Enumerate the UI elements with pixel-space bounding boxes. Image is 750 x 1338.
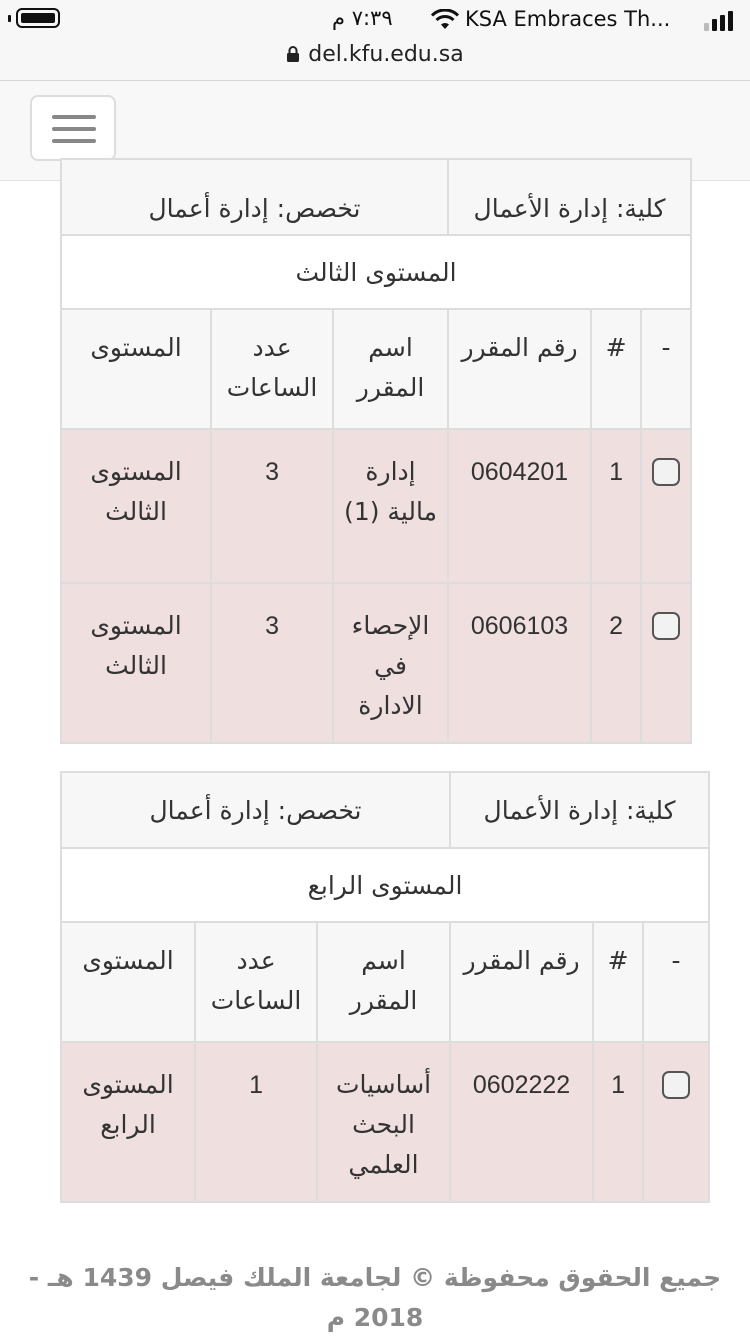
col-header-course-no: رقم المقرر (448, 309, 591, 429)
course-name: الإحصاء في الادارة (333, 583, 448, 743)
col-header-hours: عدد الساعات (195, 922, 317, 1042)
course-level: المستوى الثالث (61, 429, 211, 583)
column-header-row (61, 309, 691, 429)
row-index: 2 (591, 583, 641, 743)
browser-top-bar (0, 0, 750, 81)
course-name: إدارة مالية (1) (333, 429, 448, 583)
col-header-level: المستوى (61, 922, 195, 1042)
col-header-index: # (593, 922, 643, 1042)
course-number: 0604201 (448, 429, 591, 583)
address-bar[interactable] (0, 38, 750, 70)
hamburger-line (52, 115, 96, 119)
course-hours: 3 (211, 429, 333, 583)
col-header-select: - (643, 922, 709, 1042)
hamburger-line (52, 139, 96, 143)
course-hours: 1 (195, 1042, 317, 1202)
major-label: تخصص: إدارة أعمال (149, 795, 362, 825)
col-header-course-name: اسم المقرر (317, 922, 450, 1042)
major-cell (61, 159, 448, 235)
course-name: أساسيات البحث العلمي (317, 1042, 450, 1202)
battery-nub (8, 15, 11, 22)
course-number: 0606103 (448, 583, 591, 743)
row-select-checkbox[interactable] (662, 1071, 690, 1099)
hamburger-line (52, 127, 96, 131)
level-title: المستوى الثالث (295, 257, 457, 287)
row-select-checkbox[interactable] (652, 458, 680, 486)
col-header-level: المستوى (61, 309, 211, 429)
row-index: 1 (591, 429, 641, 583)
major-label: تخصص: إدارة أعمال (148, 193, 361, 223)
footer-copyright: جميع الحقوق محفوظة © لجامعة الملك فيصل 1439 هـ - 2018 م (28, 1263, 722, 1332)
level-title: المستوى الرابع (307, 870, 463, 900)
courses-table-level-4 (60, 771, 710, 1203)
college-label: كلية: إدارة الأعمال (473, 193, 666, 223)
col-header-index: # (591, 309, 641, 429)
college-cell (448, 159, 691, 235)
col-header-course-name: اسم المقرر (333, 309, 448, 429)
select-cell (641, 429, 691, 583)
status-time: ٧:٣٩ م (332, 6, 393, 30)
college-cell (450, 772, 709, 848)
col-header-hours: عدد الساعات (211, 309, 333, 429)
table-row[interactable] (61, 583, 691, 743)
course-level: المستوى الرابع (61, 1042, 195, 1202)
courses-table-level-3 (60, 158, 692, 744)
status-bar (0, 0, 750, 40)
wifi-icon (430, 9, 460, 31)
menu-toggle-button[interactable] (30, 95, 116, 161)
col-header-course-no: رقم المقرر (450, 922, 593, 1042)
select-cell (641, 583, 691, 743)
major-cell (61, 772, 450, 848)
course-level: المستوى الثالث (61, 583, 211, 743)
level-title-cell (61, 235, 691, 309)
col-header-select: - (641, 309, 691, 429)
table-row[interactable] (61, 1042, 709, 1202)
carrier-name: KSA Embraces Th... (465, 7, 671, 31)
college-label: كلية: إدارة الأعمال (483, 795, 676, 825)
signal-strength-icon (704, 11, 740, 31)
battery-icon (16, 8, 60, 28)
row-index: 1 (593, 1042, 643, 1202)
column-header-row (61, 922, 709, 1042)
row-select-checkbox[interactable] (652, 612, 680, 640)
course-number: 0602222 (450, 1042, 593, 1202)
select-cell (643, 1042, 709, 1202)
table-row[interactable] (61, 429, 691, 583)
lock-icon (286, 45, 300, 63)
level-title-cell (61, 848, 709, 922)
course-hours: 3 (211, 583, 333, 743)
url-text[interactable]: del.kfu.edu.sa (308, 41, 464, 67)
